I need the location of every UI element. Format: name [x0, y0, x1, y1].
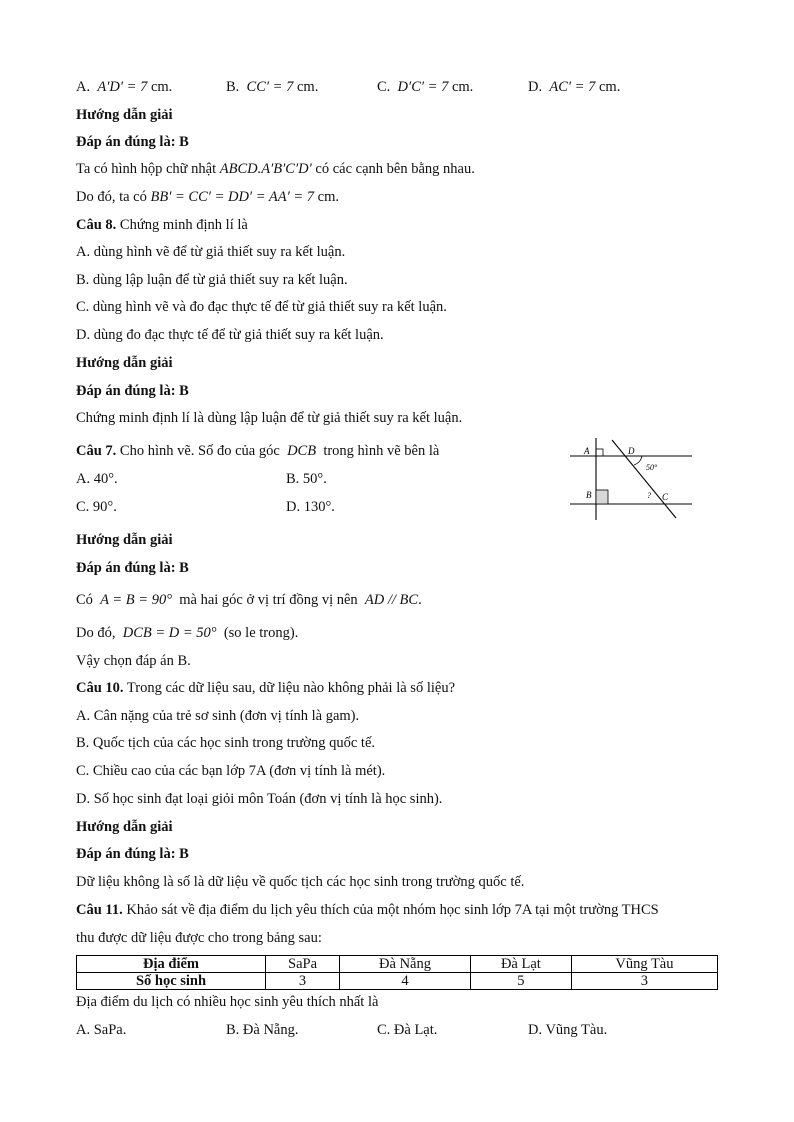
- right-angle-a: [596, 449, 603, 456]
- q7a-explanation-1: Ta có hình hộp chữ nhật ABCD.A′B′C′D′ có các cạnh bên bằng nhau.: [76, 161, 475, 177]
- table-cell: Đà Nẵng: [340, 956, 471, 973]
- label-d: D: [628, 446, 635, 456]
- q10-explanation: Dữ liệu không là số là dữ liệu về quốc tịch các học sinh trong trường quốc tế.: [76, 874, 525, 890]
- q7b-question: Câu 7. Cho hình vẽ. Số đo của góc DCB trong hình vẽ bên là: [76, 443, 440, 459]
- q7a-option-a: A. A′D′ = 7 cm.: [76, 79, 173, 95]
- q11-option-d: D. Vũng Tàu.: [528, 1022, 608, 1038]
- q8-guide-heading: Hướng dẫn giải: [76, 355, 173, 371]
- q8-answer: Đáp án đúng là: B: [76, 383, 189, 399]
- table-row: [77, 973, 718, 990]
- q7b-explanation-2: Do đó, DCB = D = 50° (so le trong).: [76, 625, 299, 641]
- q10-question: Câu 10. Trong các dữ liệu sau, dữ liệu nào không phải là số liệu?: [76, 680, 455, 696]
- q8-option-a: A. dùng hình vẽ để từ giả thiết suy ra kết luận.: [76, 244, 346, 260]
- q10-guide-heading: Hướng dẫn giải: [76, 819, 173, 835]
- q11-option-c: C. Đà Lạt.: [377, 1022, 438, 1038]
- q7b-option-d: D. 130°.: [286, 499, 335, 515]
- q10-option-a: A. Cân nặng của trẻ sơ sinh (đơn vị tính là gam).: [76, 708, 360, 724]
- label-angle: 50°: [646, 463, 658, 472]
- q11-option-b: B. Đà Nẵng.: [226, 1022, 299, 1038]
- table-cell: 4: [340, 973, 471, 990]
- q8-option-d: D. dùng đo đạc thực tế để từ giả thiết suy ra kết luận.: [76, 327, 384, 343]
- table-cell: Vũng Tàu: [571, 956, 717, 973]
- q7b-option-b: B. 50°.: [286, 471, 327, 487]
- table-cell: 3: [266, 973, 340, 990]
- table-header-count: Số học sinh: [77, 973, 266, 990]
- q7b-explanation-3: Vậy chọn đáp án B.: [76, 653, 191, 669]
- q7a-answer: Đáp án đúng là: B: [76, 134, 189, 150]
- q7b-option-c: C. 90°.: [76, 499, 117, 515]
- angle-arc-d: [634, 456, 642, 465]
- table-cell: Đà Lạt: [470, 956, 571, 973]
- table-cell: 3: [571, 973, 717, 990]
- q11-question-line-2: thu được dữ liệu được cho trong bảng sau:: [76, 930, 322, 946]
- table-cell: SaPa: [266, 956, 340, 973]
- q7a-explanation-2: Do đó, ta có BB′ = CC′ = DD′ = AA′ = 7 cm.: [76, 189, 339, 205]
- q8-option-c: C. dùng hình vẽ và đo đạc thực tế để từ giả thiết suy ra kết luận.: [76, 299, 447, 315]
- parallel-lines-figure: [566, 436, 696, 522]
- table-cell: 5: [470, 973, 571, 990]
- right-angle-b: [596, 490, 608, 504]
- q11-prompt: Địa điểm du lịch có nhiều học sinh yêu thích nhất là: [76, 994, 379, 1010]
- label-b: B: [586, 490, 592, 500]
- q7a-option-c: C. D′C′ = 7 cm.: [377, 79, 474, 95]
- q7b-explanation-1: Có A = B = 90° mà hai góc ở vị trí đồng vị nên AD // BC.: [76, 592, 422, 608]
- q11-option-a: A. SaPa.: [76, 1022, 127, 1038]
- q7b-guide-heading: Hướng dẫn giải: [76, 532, 173, 548]
- survey-table: [76, 955, 718, 990]
- q10-option-d: D. Số học sinh đạt loại giỏi môn Toán (đơn vị tính là học sinh).: [76, 791, 443, 807]
- q10-answer: Đáp án đúng là: B: [76, 846, 189, 862]
- q7a-option-d: D. AC′ = 7 cm.: [528, 79, 621, 95]
- q7b-answer: Đáp án đúng là: B: [76, 560, 189, 576]
- q8-question: Câu 8. Chứng minh định lí là: [76, 217, 248, 233]
- q7b-option-a: A. 40°.: [76, 471, 118, 487]
- label-a: A: [584, 446, 590, 456]
- q10-option-b: B. Quốc tịch của các học sinh trong trường quốc tế.: [76, 735, 375, 751]
- q8-explanation: Chứng minh định lí là dùng lập luận để từ giả thiết suy ra kết luận.: [76, 410, 463, 426]
- table-row: [77, 956, 718, 973]
- q8-option-b: B. dùng lập luận để từ giả thiết suy ra kết luận.: [76, 272, 348, 288]
- q7a-option-b: B. CC′ = 7 cm.: [226, 79, 319, 95]
- label-unknown: ?: [647, 491, 651, 500]
- q10-option-c: C. Chiều cao của các bạn lớp 7A (đơn vị tính là mét).: [76, 763, 386, 779]
- q7a-guide-heading: Hướng dẫn giải: [76, 107, 173, 123]
- line-dc: [612, 440, 676, 518]
- q11-question-line-1: Câu 11. Khảo sát về địa điểm du lịch yêu thích của một nhóm học sinh lớp 7A tại một trường THCS: [76, 902, 659, 918]
- table-header-place: Địa điểm: [77, 956, 266, 973]
- label-c: C: [662, 492, 669, 502]
